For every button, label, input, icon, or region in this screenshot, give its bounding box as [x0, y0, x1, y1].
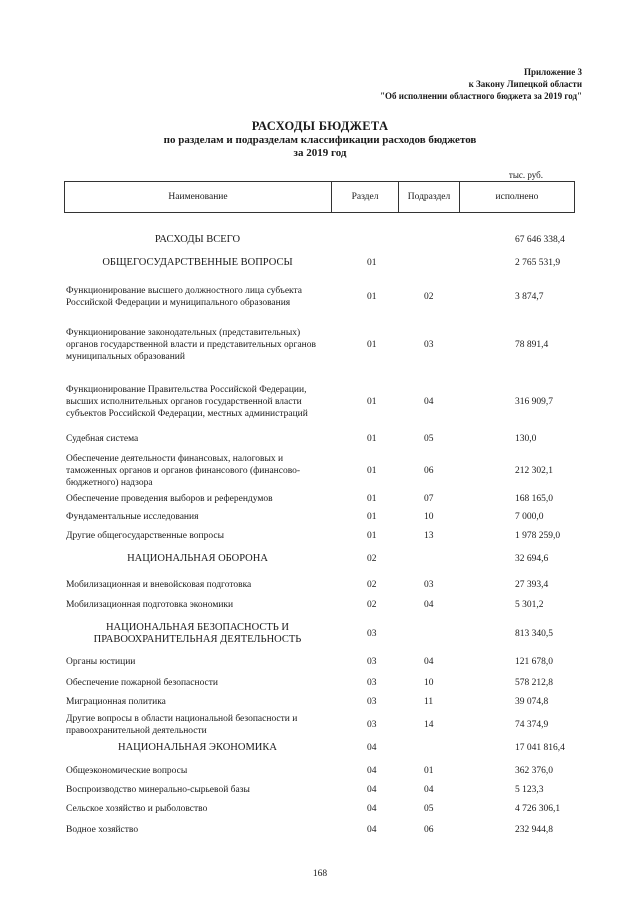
- appendix-note: [380, 66, 582, 102]
- row-name: Обеспечение пожарной безопасности: [66, 678, 219, 688]
- row-section: 01: [367, 512, 377, 522]
- table-header: [64, 181, 575, 213]
- table-row: [64, 655, 575, 669]
- row-value: 4 726 306,1: [515, 804, 561, 814]
- row-section: 02: [367, 554, 377, 564]
- row-section: 04: [367, 743, 377, 753]
- row-subsection: 10: [424, 512, 434, 522]
- header-value: исполнено: [495, 192, 539, 202]
- row-name: НАЦИОНАЛЬНАЯ ОБОРОНА: [127, 553, 268, 564]
- row-subsection: 10: [424, 678, 434, 688]
- row-name: Функционирование высшего должностного лица субъекта Российской Федерации и муниципального образования: [66, 286, 303, 308]
- header-name: Наименование: [65, 182, 332, 212]
- row-value: 168 165,0: [515, 494, 553, 504]
- row-section: 02: [367, 580, 377, 590]
- row-name: РАСХОДЫ ВСЕГО: [154, 234, 241, 245]
- document-title: [0, 118, 640, 160]
- row-section: 03: [367, 678, 377, 688]
- row-section: 01: [367, 258, 377, 268]
- row-value: 813 340,5: [515, 629, 553, 639]
- table-row: [64, 598, 575, 612]
- row-value: 78 891,4: [515, 340, 549, 350]
- table-row: [64, 740, 575, 756]
- row-value: 7 000,0: [515, 512, 544, 522]
- row-value: 17 041 816,4: [515, 743, 565, 753]
- table-row: [64, 823, 575, 837]
- row-section: 01: [367, 466, 377, 476]
- table-row: [64, 492, 575, 506]
- row-subsection: 14: [424, 720, 434, 730]
- row-value: 362 376,0: [515, 766, 553, 776]
- table-row: [64, 432, 575, 446]
- row-name: Судебная система: [66, 434, 139, 444]
- table-row: [64, 712, 575, 738]
- row-value: 5 123,3: [515, 785, 544, 795]
- table-row: [64, 284, 575, 310]
- title-subtitle: по разделам и подразделам классификации расходов бюджетов: [163, 134, 477, 146]
- table-row: [64, 695, 575, 709]
- row-subsection: 11: [424, 697, 434, 707]
- row-subsection: 06: [424, 825, 434, 835]
- row-subsection: 04: [424, 785, 434, 795]
- row-name: Органы юстиции: [66, 657, 136, 667]
- appendix-line-3: "Об исполнении областного бюджета за 2019 год": [380, 91, 582, 101]
- table-row: [64, 783, 575, 797]
- row-section: 04: [367, 766, 377, 776]
- row-name: ОБЩЕГОСУДАРСТВЕННЫЕ ВОПРОСЫ: [102, 257, 293, 268]
- row-value: 130,0: [515, 434, 537, 444]
- row-subsection: 04: [424, 600, 434, 610]
- row-name: Другие общегосударственные вопросы: [66, 531, 224, 541]
- table-row: [64, 551, 575, 567]
- row-subsection: 03: [424, 580, 434, 590]
- row-name: НАЦИОНАЛЬНАЯ ЭКОНОМИКА: [118, 742, 277, 753]
- table-row: [64, 326, 575, 364]
- row-name: Функционирование Правительства Российской Федерации, высших исполнительных органов государственной власти субъектов Российской Федерации, местных администраций: [66, 385, 308, 419]
- appendix-line-1: Приложение 3: [523, 67, 582, 77]
- row-value: 27 393,4: [515, 580, 549, 590]
- table-row: [64, 510, 575, 524]
- row-name: Воспроизводство минерально-сырьевой базы: [66, 785, 250, 795]
- row-section: 01: [367, 434, 377, 444]
- row-section: 01: [367, 292, 377, 302]
- row-name: Фундаментальные исследования: [66, 512, 199, 522]
- title-main: РАСХОДЫ БЮДЖЕТА: [251, 119, 389, 133]
- row-section: 03: [367, 629, 377, 639]
- table-row: [64, 764, 575, 778]
- units-label: тыс. руб.: [508, 170, 543, 180]
- row-value: 121 678,0: [515, 657, 553, 667]
- header-section: Раздел: [332, 182, 399, 212]
- row-name: Другие вопросы в области национальной безопасности и правоохранительной деятельности: [66, 714, 298, 736]
- row-name: НАЦИОНАЛЬНАЯ БЕЗОПАСНОСТЬ И ПРАВООХРАНИТЕЛЬНАЯ ДЕЯТЕЛЬНОСТЬ: [93, 622, 302, 645]
- table-row: [64, 529, 575, 543]
- row-section: 04: [367, 804, 377, 814]
- row-name: Общеэкономические вопросы: [66, 766, 188, 776]
- row-name: Водное хозяйство: [66, 825, 139, 835]
- row-name: Мобилизационная подготовка экономики: [66, 600, 234, 610]
- row-value: 316 909,7: [515, 397, 553, 407]
- row-section: 01: [367, 397, 377, 407]
- row-subsection: 03: [424, 340, 434, 350]
- row-section: 04: [367, 785, 377, 795]
- row-name: Сельское хозяйство и рыболовство: [66, 804, 208, 814]
- row-value: 212 302,1: [515, 466, 553, 476]
- row-subsection: 02: [424, 292, 434, 302]
- row-name: Мобилизационная и вневойсковая подготовка: [66, 580, 252, 590]
- appendix-line-2: к Закону Липецкой области: [468, 79, 582, 89]
- row-section: 03: [367, 697, 377, 707]
- row-subsection: 06: [424, 466, 434, 476]
- row-subsection: 13: [424, 531, 434, 541]
- row-section: 01: [367, 494, 377, 504]
- row-subsection: 05: [424, 434, 434, 444]
- row-value: 3 874,7: [515, 292, 544, 302]
- row-value: 1 978 259,0: [515, 531, 561, 541]
- row-subsection: 05: [424, 804, 434, 814]
- row-name: Функционирование законодательных (представительных) органов государственной власти и представительных органов муниципальных образований: [66, 328, 316, 362]
- row-section: 01: [367, 340, 377, 350]
- table-row: [64, 578, 575, 592]
- page-number: 168: [312, 869, 328, 879]
- row-subsection: 04: [424, 657, 434, 667]
- table-row: [64, 232, 575, 248]
- row-subsection: 04: [424, 397, 434, 407]
- row-value: 232 944,8: [515, 825, 553, 835]
- table-row: [64, 383, 575, 421]
- row-value: 32 694,6: [515, 554, 549, 564]
- table-row: [64, 255, 575, 271]
- row-subsection: 01: [424, 766, 434, 776]
- table-row: [64, 676, 575, 690]
- row-section: 01: [367, 531, 377, 541]
- row-value: 5 301,2: [515, 600, 544, 610]
- row-name: Миграционная политика: [66, 697, 166, 707]
- row-subsection: 07: [424, 494, 434, 504]
- title-period: за 2019 год: [293, 147, 347, 159]
- row-section: 03: [367, 720, 377, 730]
- header-subsection: Подраздел: [399, 182, 460, 212]
- row-section: 03: [367, 657, 377, 667]
- table-row: [64, 620, 575, 648]
- row-value: 2 765 531,9: [515, 258, 561, 268]
- row-name: Обеспечение деятельности финансовых, налоговых и таможенных органов и органов финансового (финансово-бюджетного) надзора: [66, 454, 301, 488]
- row-name: Обеспечение проведения выборов и референдумов: [66, 494, 273, 504]
- table-row: [64, 802, 575, 816]
- row-value: 39 074,8: [515, 697, 549, 707]
- row-value: 578 212,8: [515, 678, 553, 688]
- table-row: [64, 452, 575, 490]
- row-value: 74 374,9: [515, 720, 549, 730]
- row-section: 04: [367, 825, 377, 835]
- row-value: 67 646 338,4: [515, 235, 565, 245]
- row-section: 02: [367, 600, 377, 610]
